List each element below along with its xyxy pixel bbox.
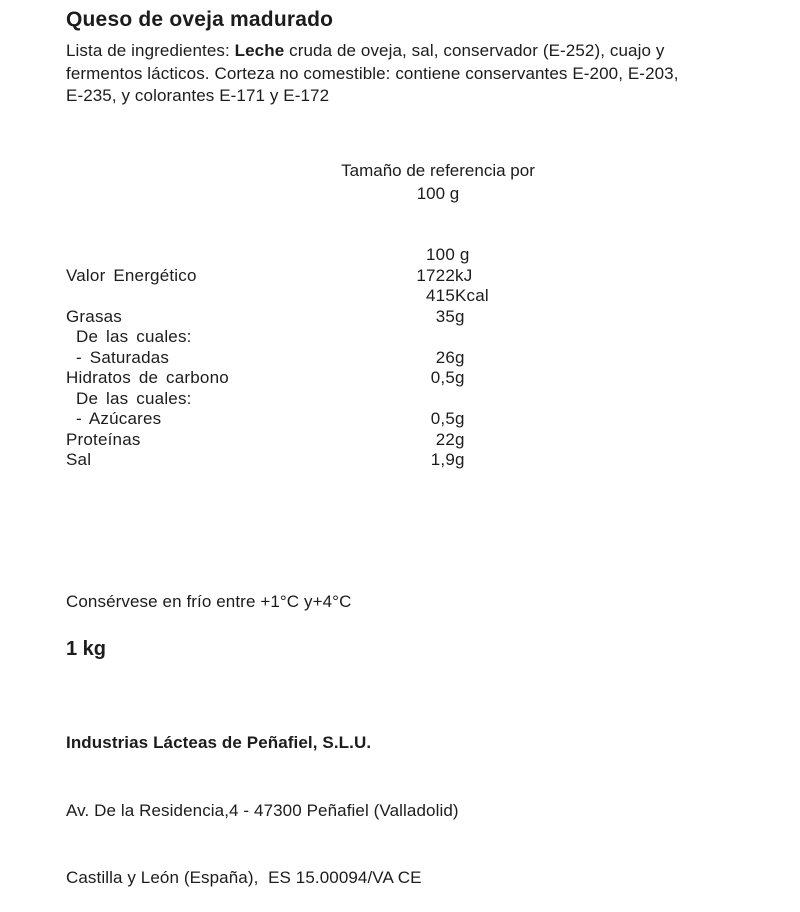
nutrient-label: - Saturadas: [76, 347, 170, 367]
nutrient-label: De las cuales:: [76, 327, 192, 346]
reference-size-value: 100 g: [416, 183, 460, 203]
nutrition-row: [66, 450, 626, 471]
nutrient-unit: kJ: [455, 265, 473, 285]
nutrient-unit: g: [455, 450, 465, 469]
nutrient-label: Sal: [66, 450, 92, 469]
ingredients-line1-rest: cruda de oveja, sal, conservador (E-252), cuajo y: [284, 41, 665, 60]
ingredients-line2: fermentos lácticos. Corteza no comestible: contiene conservantes E-200, E-203,: [66, 63, 679, 83]
nutrient-value: 35: [435, 306, 455, 326]
ingredients-line3: E-235, y colorantes E-171 y E-172: [66, 86, 330, 105]
nutrient-label: Grasas: [66, 306, 122, 326]
nutrient-unit: g: [455, 368, 465, 387]
page-title: Queso de oveja madurado: [66, 8, 334, 31]
nutrition-row: [66, 286, 626, 307]
nutrition-row: [66, 430, 626, 451]
nutrient-unit: g: [455, 347, 465, 367]
nutrition-row: [66, 307, 626, 328]
nutrient-label: Proteínas: [66, 429, 141, 449]
nutrient-value: 1,9: [430, 450, 455, 469]
nutrition-row: [66, 389, 626, 410]
reference-size-block: [278, 160, 598, 205]
ingredients-intro: Lista de ingredientes:: [66, 41, 235, 60]
ingredients-highlight: Leche: [234, 41, 285, 60]
nutrient-label: Hidratos de carbono: [66, 368, 229, 387]
manufacturer-address: Av. De la Residencia,4 - 47300 Peñafiel (Valladolid): [66, 800, 459, 820]
nutrition-table: [66, 245, 626, 471]
nutrition-row: [66, 409, 626, 430]
nutrient-label: Valor Energético: [66, 265, 197, 285]
nutrient-value: 415: [426, 286, 455, 305]
nutrient-value: 22: [435, 429, 455, 449]
nutrition-column-header-num: 100: [426, 245, 455, 264]
nutrition-rows: [66, 266, 626, 471]
nutrient-value: 1722: [416, 265, 455, 285]
manufacturer-name: Industrias Lácteas de Peñafiel, S.L.U.: [66, 733, 372, 752]
nutrition-row: [66, 266, 626, 287]
nutrient-unit: g: [455, 429, 465, 449]
nutrition-row: [66, 368, 626, 389]
nutrient-value: 0,5: [430, 368, 455, 387]
nutrient-value: 26: [435, 347, 455, 367]
nutrition-column-header-row: [66, 245, 626, 266]
nutrient-unit: g: [455, 409, 465, 428]
net-weight: 1 kg: [66, 638, 107, 660]
reference-size-label: Tamaño de referencia por: [341, 161, 535, 180]
ingredients-paragraph: [66, 40, 766, 108]
nutrient-label: - Azúcares: [76, 409, 162, 428]
nutrient-label: De las cuales:: [76, 388, 192, 408]
nutrition-row: [66, 327, 626, 348]
nutrient-unit: g: [455, 306, 465, 326]
nutrition-column-header-unit: g: [455, 245, 470, 264]
nutrient-value: 0,5: [430, 409, 455, 428]
nutrition-row: [66, 348, 626, 369]
storage-instructions: Consérvese en frío entre +1°C y+4°C: [66, 592, 352, 611]
nutrient-unit: Kcal: [455, 286, 489, 305]
manufacturer-region-registry: Castilla y León (España), ES 15.00094/VA CE: [66, 868, 422, 887]
